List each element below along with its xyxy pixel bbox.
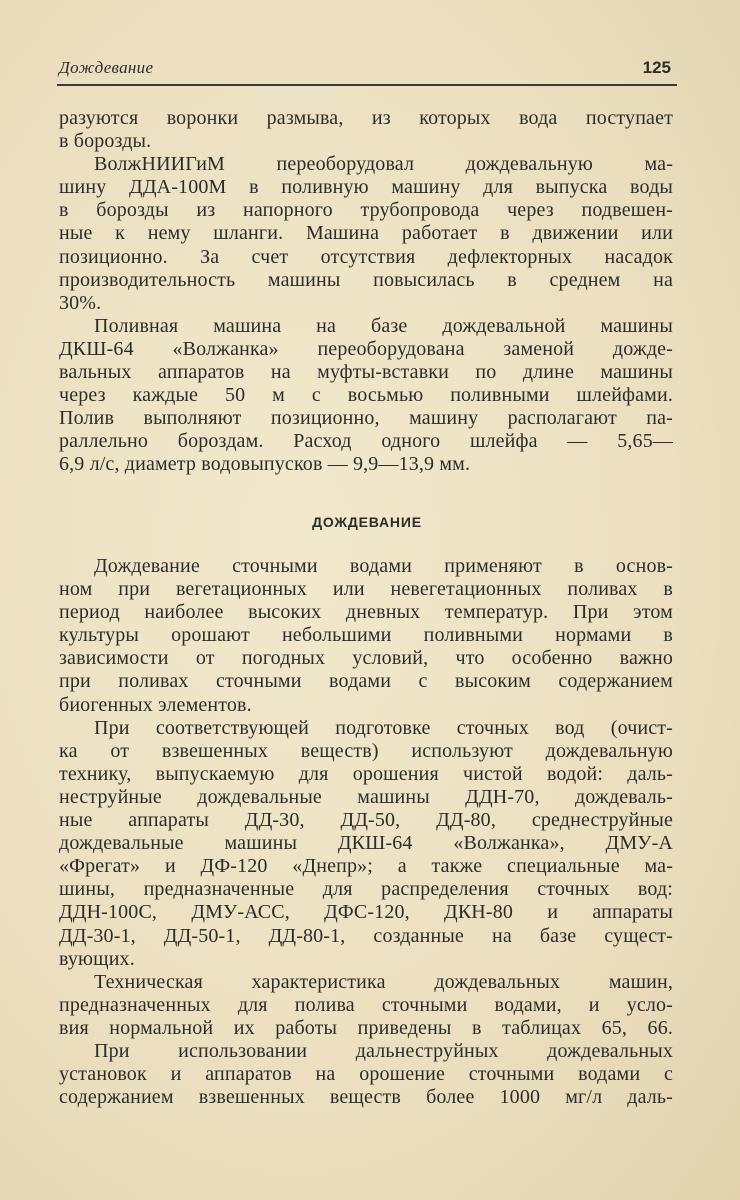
text-line: Поливная машина на базе дождевальной машины [94, 314, 673, 337]
text-line: При соответствующей подготовке сточных вод (очист- [94, 716, 673, 739]
text-line: вующих. [59, 947, 135, 970]
text-line: позиционно. За счет отсутствия дефлекторных насадок [59, 245, 673, 268]
text-line: в борозды из напорного трубопровода через подвешен- [59, 199, 673, 222]
text-line: в борозды. [59, 130, 152, 153]
text-line: 6,9 л/с, диаметр водовыпусков — 9,9—13,9 мм. [59, 453, 471, 476]
text-line: культуры орошают небольшими поливными нормами в [59, 624, 673, 647]
text-line: через каждые 50 м с восьмью поливными шлейфами. [59, 384, 673, 407]
text-block-drip-machines [59, 107, 673, 477]
text-line: Техническая характеристика дождевальных машин, [94, 970, 673, 993]
text-line: вальных аппаратов на муфты-вставки по длине машины [59, 361, 673, 384]
text-line: раллельно бороздам. Расход одного шлейфа — 5,65— [59, 430, 673, 453]
text-line: Дождевание сточными водами применяют в основ- [94, 555, 673, 577]
text-line: ВолжНИИГиМ переоборудовал дождевальную ма- [94, 153, 673, 176]
text-line: неструйные дождевальные машины ДДН-70, дождеваль- [59, 785, 673, 808]
text-line: При использовании дальнеструйных дождевальных [94, 1039, 673, 1062]
text-line: шины, предназначенные для распределения сточных вод: [59, 878, 673, 901]
text-line: «Фрегат» и ДФ-120 «Днепр»; а также специальные ма- [59, 855, 673, 878]
text-line: содержанием взвешенных веществ более 1000 мг/л даль- [59, 1086, 673, 1109]
text-line: Полив выполняют позиционно, машину располагают па- [59, 407, 673, 430]
text-line: предназначенных для полива сточными водами, и усло- [59, 993, 673, 1016]
text-line: зависимости от погодных условий, что особенно важно [59, 647, 673, 670]
book-page [57, 0, 677, 1200]
text-line: период наиболее высоких дневных температур. При этом [59, 601, 673, 624]
text-line: ДД-30-1, ДД-50-1, ДД-80-1, созданные на базе сущест- [59, 924, 673, 947]
text-line: ДКШ-64 «Волжанка» переоборудована заменой дожде- [59, 337, 673, 360]
header-rule [57, 84, 677, 86]
text-line: ные к нему шланги. Машина работает в движении или [59, 222, 673, 245]
text-block-sprinkling [59, 555, 673, 1109]
text-line: ка от взвешенных веществ) используют дождевальную [59, 739, 673, 762]
text-line: производительность машины повысилась в среднем на [59, 268, 673, 291]
text-line: при поливах сточными водами с высоким содержанием [59, 670, 673, 693]
running-head [57, 58, 677, 82]
text-line: установок и аппаратов на орошение сточными водами с [59, 1063, 673, 1086]
text-line: технику, выпускаемую для орошения чистой водой: даль- [59, 762, 673, 785]
page-number: 125 [642, 58, 671, 77]
text-line: шину ДДА-100М в поливную машину для выпуска воды [59, 176, 673, 199]
text-line: ДДН-100С, ДМУ-АСС, ДФС-120, ДКН-80 и аппараты [59, 901, 673, 924]
section-heading: ДОЖДЕВАНИЕ [312, 514, 422, 530]
text-line: ные аппараты ДД-30, ДД-50, ДД-80, среднеструйные [59, 809, 673, 832]
text-line: ном при вегетационных или невегетационных поливах в [59, 578, 673, 601]
text-line: биогенных элементов. [59, 693, 252, 716]
text-line: вия нормальной их работы приведены в таблицах 65, 66. [59, 1016, 673, 1039]
text-line: 30%. [59, 291, 102, 314]
text-line: разуются воронки размыва, из которых вода поступает [59, 107, 673, 129]
running-title: Дождевание [59, 58, 154, 77]
text-line: дождевальные машины ДКШ-64 «Волжанка», ДМУ-А [59, 832, 673, 855]
